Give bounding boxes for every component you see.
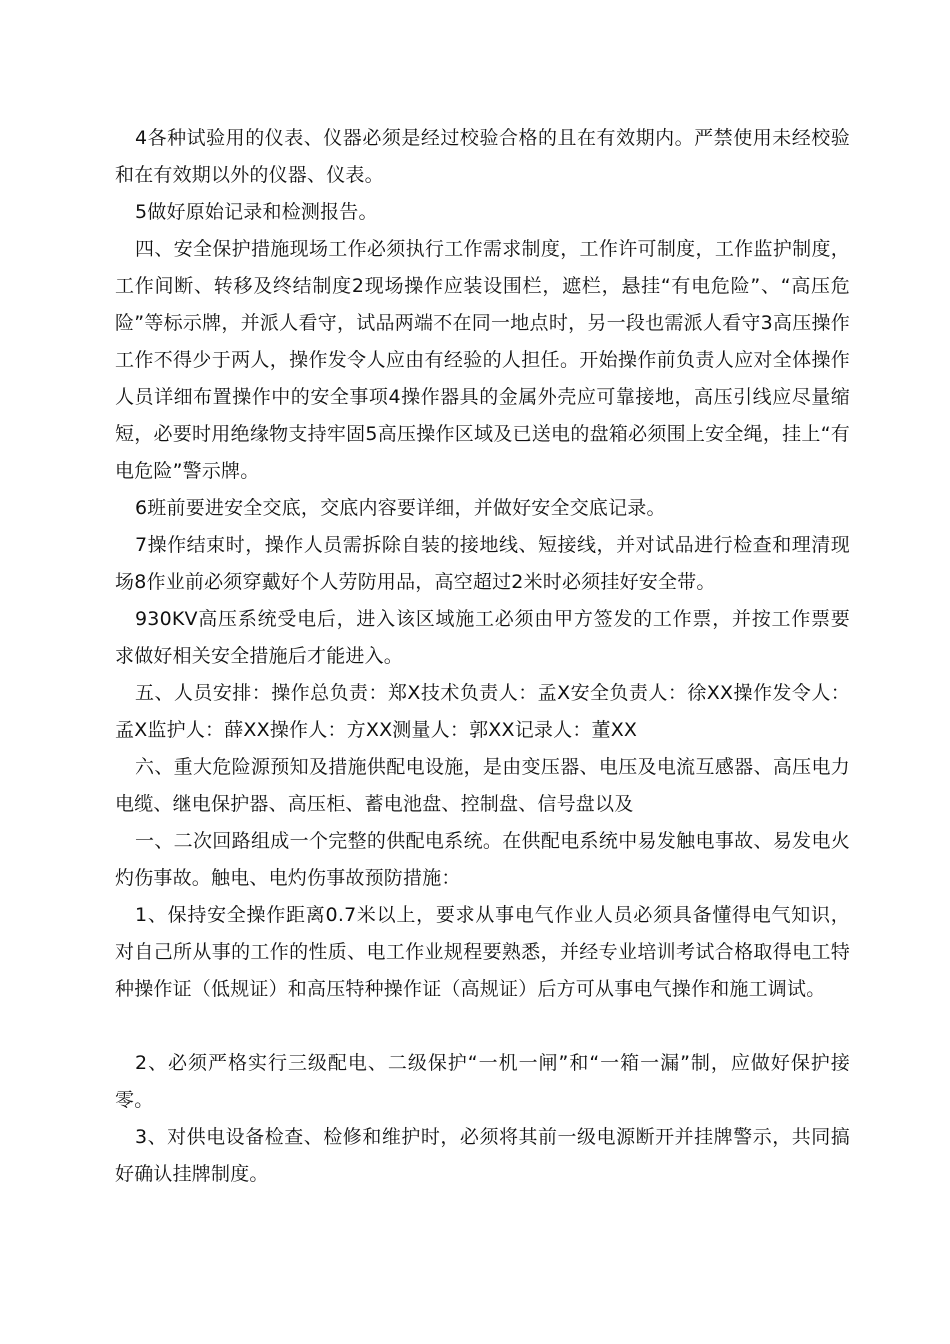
paragraph-instrument-calibration: 4各种试验用的仪表、仪器必须是经过校验合格的且在有效期内。严禁使用未经校验和在有效期以外的仪器、仪表。 [115,127,850,186]
paragraph-hazard-sources: 六、重大危险源预知及措施供配电设施，是由变压器、电压及电流互感器、高压电力电缆、继电保护器、高压柜、蓄电池盘、控制盘、信号盘以及 [115,756,850,815]
paragraph-safety-briefing: 6班前要进安全交底，交底内容要详细，并做好安全交底记录。 [135,497,666,519]
paragraph-30kv-system: 930KV高压系统受电后，进入该区域施工必须由甲方签发的工作票，并按工作票要求做好相关安全措施后才能进入。 [115,608,850,667]
paragraph-three-level-distribution: 2、必须严格实行三级配电、二级保护“一机一闸”和“一箱一漏”制，应做好保护接零。 [115,1052,850,1111]
paragraph-records-reports: 5做好原始记录和检测报告。 [135,201,378,223]
paragraph-inspection-maintenance: 3、对供电设备检查、检修和维护时，必须将其前一级电源断开并挂牌警示，共同搞好确认挂牌制度。 [115,1126,850,1185]
paragraph-safe-distance: 1、保持安全操作距离0.7米以上，要求从事电气作业人员必须具备懂得电气知识，对自己所从事的工作的性质、电工作业规程要熟悉，并经专业培训考试合格取得电工特种操作证（低规证）和高压特种操作证（高规证）后方可从事电气操作和施工调试。 [115,904,850,1000]
paragraph-personnel: 五、人员安排：操作总负责：郑X技术负责人：孟X安全负责人：徐XX操作发令人：孟X监护人：薛XX操作人：方XX测量人：郭XX记录人：董XX [115,682,850,741]
paragraph-gap [115,1008,850,1045]
paragraph-secondary-circuit: 一、二次回路组成一个完整的供配电系统。在供配电系统中易发触电事故、易发电火灼伤事故。触电、电灼伤事故预防措施： [115,830,850,889]
paragraph-safety-measures: 四、安全保护措施现场工作必须执行工作需求制度，工作许可制度，工作监护制度，工作间断、转移及终结制度2现场操作应装设围栏，遮栏，悬挂“有电危险”、“高压危险”等标示牌，并派人看守，试品两端不在同一地点时，另一段也需派人看守3高压操作工作不得少于两人，操作发令人应由有经验的人担任。开始操作前负责人应对全体操作人员详细布置操作中的安全事项4操作器具的金属外壳应可靠接地，高压引线应尽量缩短，必要时用绝缘物支持牢固5高压操作区域及已送电的盘箱必须围上安全绳，挂上“有电危险”警示牌。 [115,238,850,482]
paragraph-operation-end: 7操作结束时，操作人员需拆除自装的接地线、短接线，并对试品进行检查和理清现场8作业前必须穿戴好个人劳防用品，高空超过2米时必须挂好安全带。 [115,534,850,593]
document-body [115,120,850,1193]
